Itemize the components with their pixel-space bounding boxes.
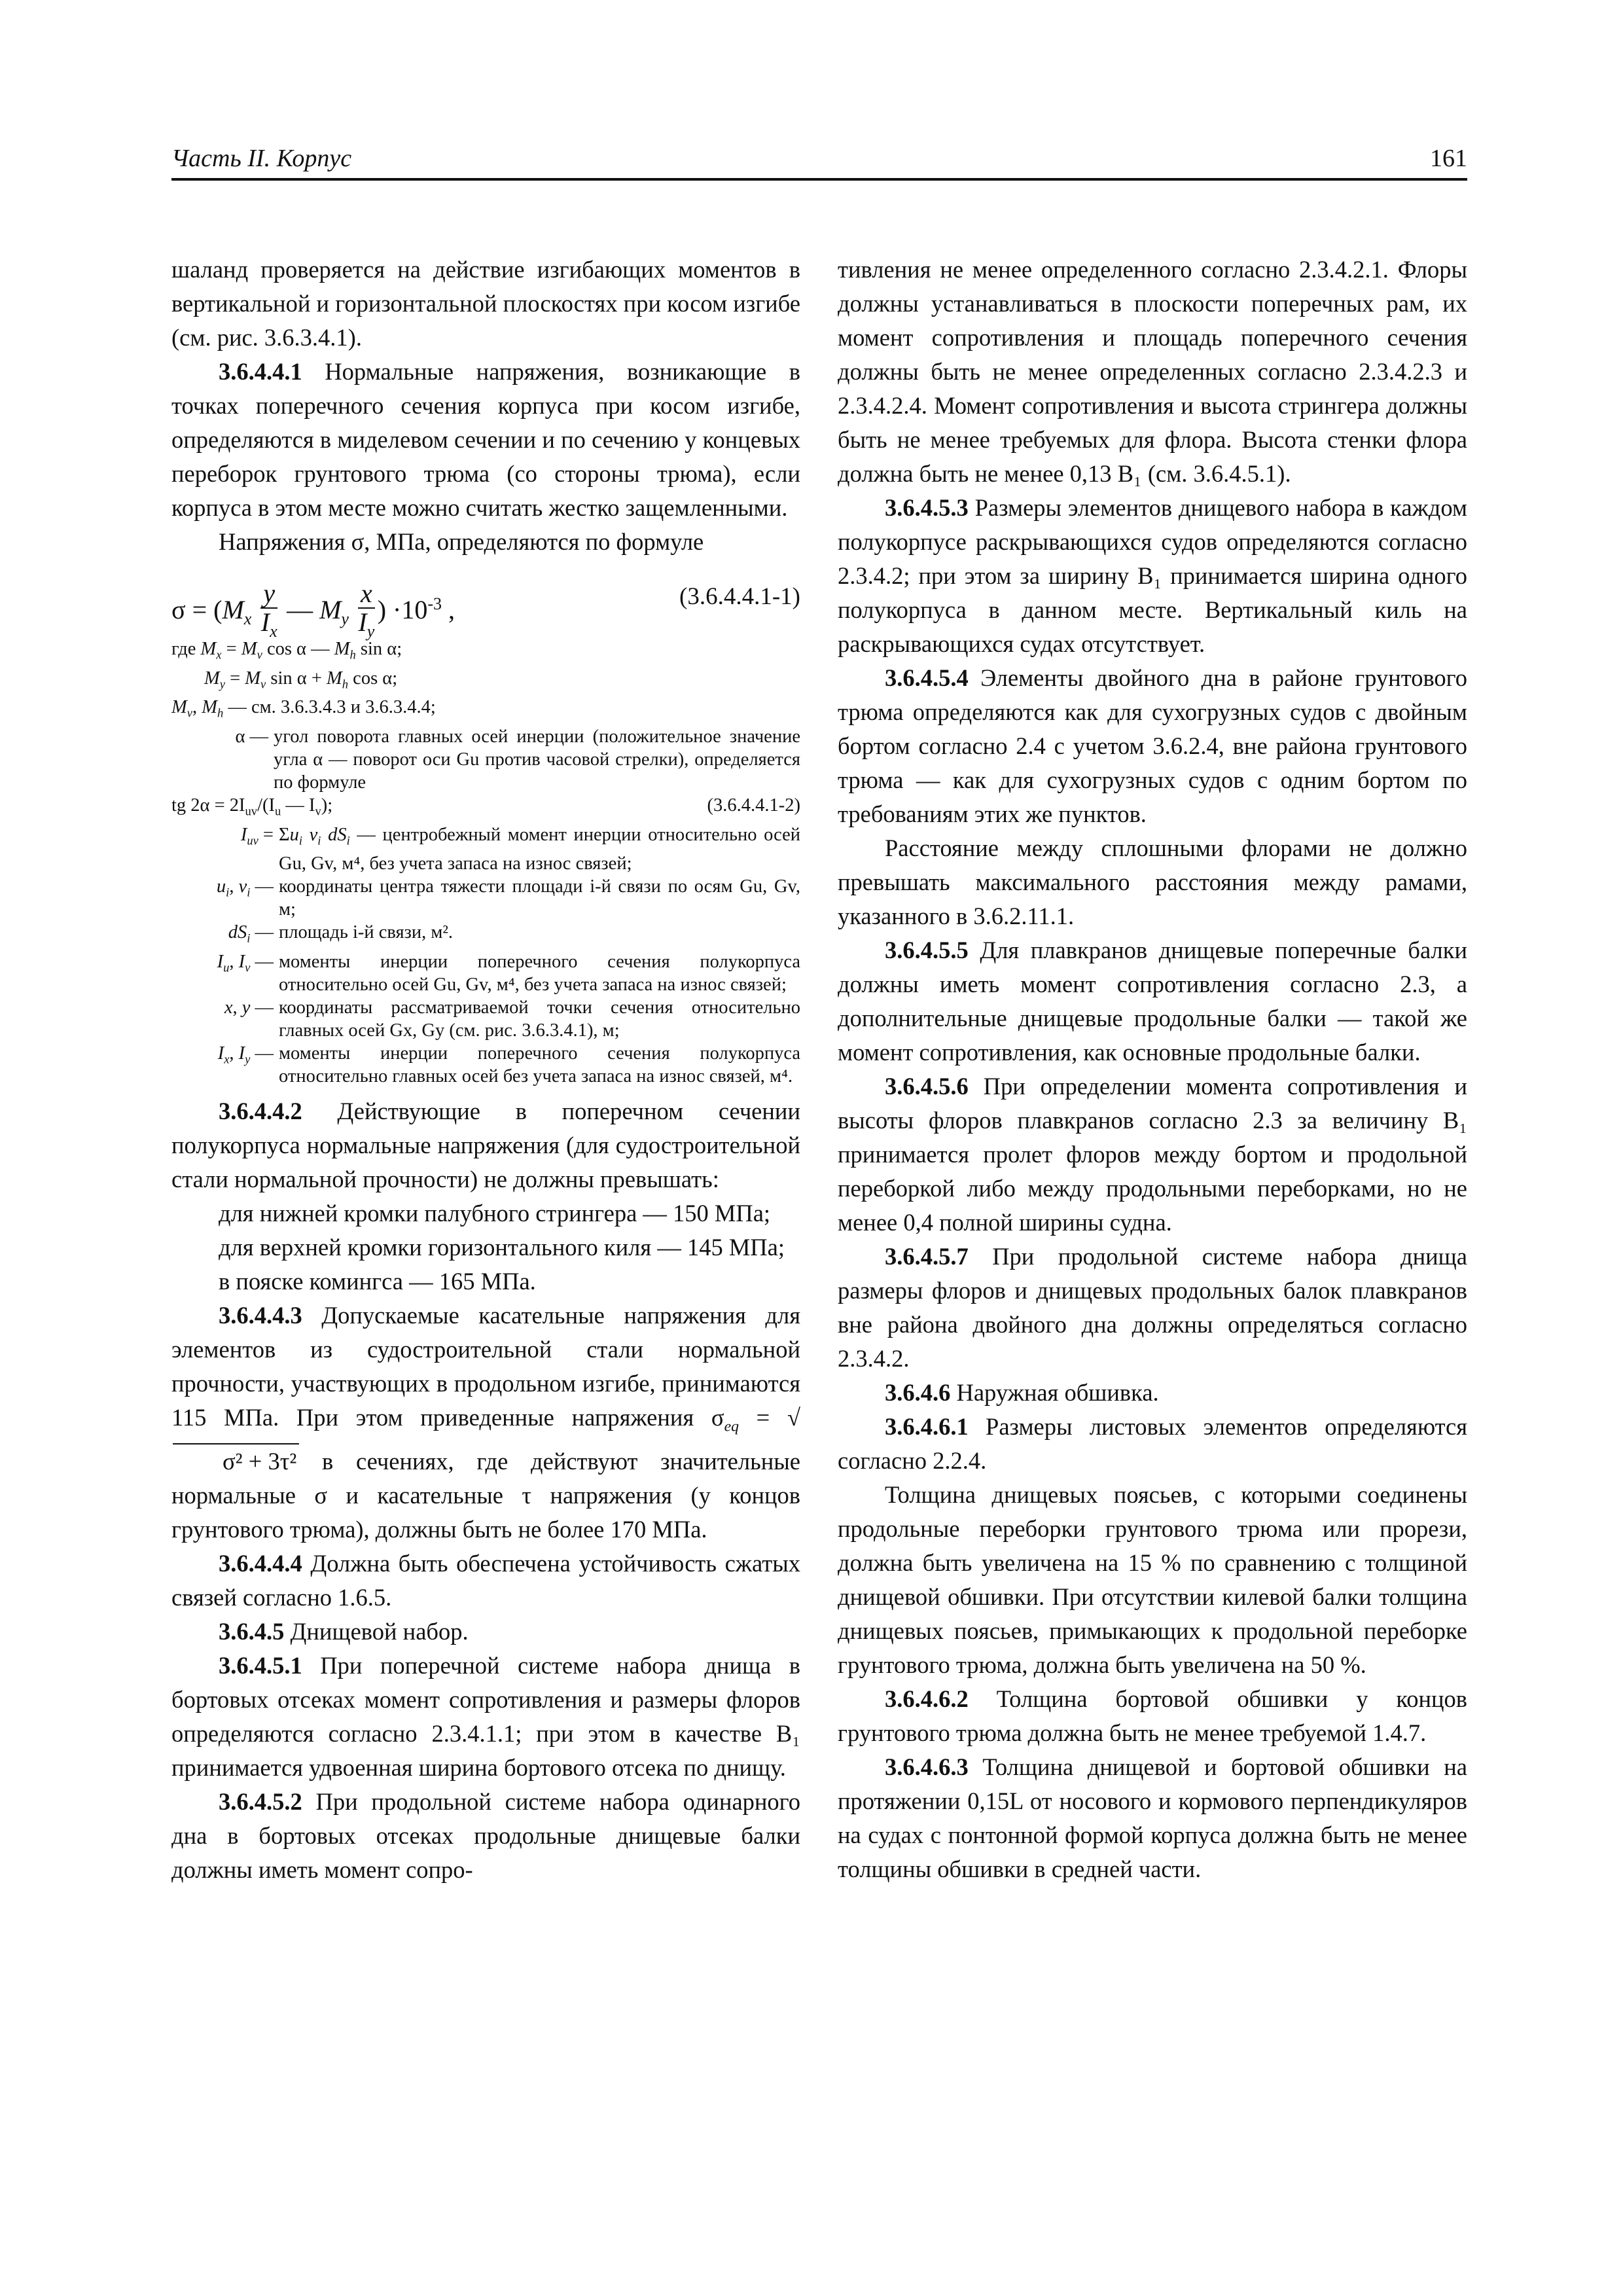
legend-row: $dS_i$ — площадь i-й связи, м².: [228, 922, 454, 946]
legend-line: tg $2\alpha = 2I_{uv}/(I_u$ — $I_v$); (3.6.4.4.1-2): [171, 795, 800, 819]
paragraph: 3.6.4.4.2 Действующие в поперечном сечении полукорпуса нормальные напряжения (для судостроительной стали нормальной прочности) не должны превышать:: [171, 1098, 800, 1193]
page-header: [171, 141, 1467, 179]
paragraph: Толщина днищевых поясьев, с которыми соединены продольные переборки грунтового трюма или прорези, должна быть увеличена на 15 % по сравнению с толщиной днищевой обшивки. При отсутствии килевой балки толщина днищевых поясьев, примыкающих к продольной переборке грунтового трюма, должна быть увеличена на 50 %.: [838, 1481, 1467, 1678]
paragraph: 3.6.4.5.6 При определении момента сопротивления и высоты флоров плавкранов согласно 2.3 за величину B₁ принимается пролет флоров между бортом и продольной переборкой либо между продольными переборками, но не менее 0,4 полной ширины судна.: [838, 1073, 1467, 1236]
left-column: [171, 253, 800, 1887]
formula-sigma: [171, 563, 800, 641]
formula-expression: $\sigma = (M_x$ $\frac{y}{I_x}$ — $M_y$ $\frac{x}{I_y}$ ) $\cdot 10^{-3}$ ,: [171, 579, 455, 641]
paragraph: для верхней кромки горизонтального киля — 145 МПа;: [219, 1234, 785, 1261]
paragraph: 3.6.4.5 Днищевой набор.: [219, 1618, 469, 1645]
paragraph: для нижней кромки палубного стрингера — 150 МПа;: [219, 1200, 771, 1227]
paragraph: тивления не менее определенного согласно 2.3.4.2.1. Флоры должны устанавливаться в плоскости поперечных рам, их момент сопротивления и площадь поперечного сечения должны быть не менее определенных согласно 2.3.4.2.3 и 2.3.4.2.4. Момент сопротивления и высота стрингера должны быть не менее требуемых для флора. Высота стенки флора должна быть не менее 0,13 B₁ (см. 3.6.4.5.1).: [838, 256, 1467, 487]
legend-row: $I_x$, $I_y$ — моменты инерции поперечного сечения полукорпуса относительно главных осей без учета запаса на износ связей, м⁴.: [217, 1043, 800, 1087]
paragraph: [171, 355, 800, 525]
legend-row: $u_i$, $v_i$ — координаты центра тяжести площади i-й связи по осям Gu, Gv, м;: [216, 876, 800, 920]
header-rule: [171, 178, 1467, 181]
paragraph: 3.6.4.5.1 При поперечной системе набора днища в бортовых отсеках момент сопротивления и размеры флоров определяются согласно 2.3.4.1.1; при этом в качестве B₁ принимается удвоенная ширина бортового отсека по днищу.: [171, 1652, 800, 1782]
paragraph: 3.6.4.5.5 Для плавкранов днищевые поперечные балки должны иметь момент сопротивления согласно 2.3, а дополнительные днищевые продольные балки — такой же момент сопротивления, как основные продольные балки.: [838, 937, 1467, 1066]
legend-line: где $M_x = M_v$ cos α — $M_h$ sin α;: [171, 639, 402, 662]
legend-line: $M_v$, $M_h$ — см. 3.6.3.4.3 и 3.6.3.4.4;: [171, 697, 436, 721]
legend-row: $I_{uv}$ = $\Sigma u_i$ $v_i$ $dS_i$ — центробежный момент инерции относительно осей Gu, Gv, м⁴, без учета запаса на износ связей;: [240, 824, 801, 874]
legend-line: $M_y = M_v$ $\sin \alpha + M_h$ cos α;: [204, 668, 398, 692]
legend-row: x, y — координаты рассматриваемой точки сечения относительно главных осей Gx, Gy (см. рис. 3.6.3.4.1), м;: [224, 997, 800, 1041]
legend-row: α — угол поворота главных осей инерции (положительное значение угла α — поворот оси Gu против часовой стрелки), определяется по формуле: [235, 726, 800, 793]
page-number: 161: [1430, 145, 1467, 172]
paragraph: 3.6.4.6.3 Толщина днищевой и бортовой обшивки на протяжении 0,15L от носового и кормового перпендикуляров на судах с понтонной формой корпуса должна быть не менее толщины обшивки в средней части.: [838, 1753, 1467, 1882]
paragraph: 3.6.4.5.2 При продольной системе набора одинарного дна в бортовых отсеках продольные днищевые балки должны иметь момент сопро-: [171, 1788, 800, 1884]
paragraph: 3.6.4.6 Наружная обшивка.: [885, 1379, 1159, 1406]
section-number: 3.6.4.4.1: [219, 358, 302, 385]
paragraph: 3.6.4.5.7 При продольной системе набора днища размеры флоров и днищевых продольных балок плавкранов вне района двойного дна должны определяться согласно 2.3.4.2.: [838, 1243, 1467, 1372]
paragraph: 3.6.4.4.3 Допускаемые касательные напряжения для элементов из судостроительной стали нормальной прочности, участвующих в продольном изгибе, принимаются 115 МПа. При этом приведенные напряжения $\sigma_{eq} = √\sigma^2 + 3\tau^2$ в сечениях, где действуют значительные нормальные σ и касательные τ напряжения (у концов грунтового трюма), должны быть не более 170 МПа.: [171, 1302, 801, 1543]
paragraph: 3.6.4.6.1 Размеры листовых элементов определяются согласно 2.2.4.: [838, 1413, 1467, 1474]
paragraph: 3.6.4.5.4 Элементы двойного дна в районе грунтового трюма определяются как для сухогрузных судов с двойным бортом согласно 2.4 с учетом 3.6.2.4, вне района грунтового трюма — как для сухогрузных судов с одним бортом по требованиям этих же пунктов.: [838, 664, 1467, 827]
paragraph: 3.6.4.5.3 Размеры элементов днищевого набора в каждом полукорпусе раскрывающихся судов определяются согласно 2.3.4.2; при этом за ширину B₁ принимается ширина одного полукорпуса в данном месте. Вертикальный киль на раскрывающихся судах отсутствует.: [838, 494, 1467, 657]
paragraph: 3.6.4.6.2 Толщина бортовой обшивки у концов грунтового трюма должна быть не менее требуемой 1.4.7.: [838, 1685, 1467, 1746]
paragraph: Расстояние между сплошными флорами не должно превышать максимального расстояния между рамами, указанного в 3.6.2.11.1.: [838, 834, 1467, 929]
paragraph: 3.6.4.4.4 Должна быть обеспечена устойчивость сжатых связей согласно 1.6.5.: [171, 1550, 800, 1611]
paragraph-text: Нормальные напряжения, возникающие в точках поперечного сечения корпуса при косом изгибе, определяются в миделевом сечении и по сечению у концевых переборок грунтового трюма (со стороны трюма), если корпуса в этом месте можно считать жестко защемленными.: [171, 358, 800, 521]
paragraph: шаланд проверяется на действие изгибающих моментов в вертикальной и горизонтальной плоскостях при косом изгибе (см. рис. 3.6.3.4.1).: [171, 256, 800, 351]
paragraph: в пояске комингса — 165 МПа.: [219, 1268, 536, 1295]
legend-row: $I_u$, $I_v$ — моменты инерции поперечного сечения полукорпуса относительно осей Gu, Gv, м⁴, без учета запаса на износ связей;: [217, 952, 800, 996]
paragraph: Напряжения σ, МПа, определяются по формуле: [219, 528, 704, 555]
right-column: [838, 253, 1467, 1886]
running-title: Часть II. Корпус: [171, 145, 352, 172]
formula-legend: [171, 637, 800, 1088]
formula-number: (3.6.4.4.1-1): [679, 583, 800, 610]
